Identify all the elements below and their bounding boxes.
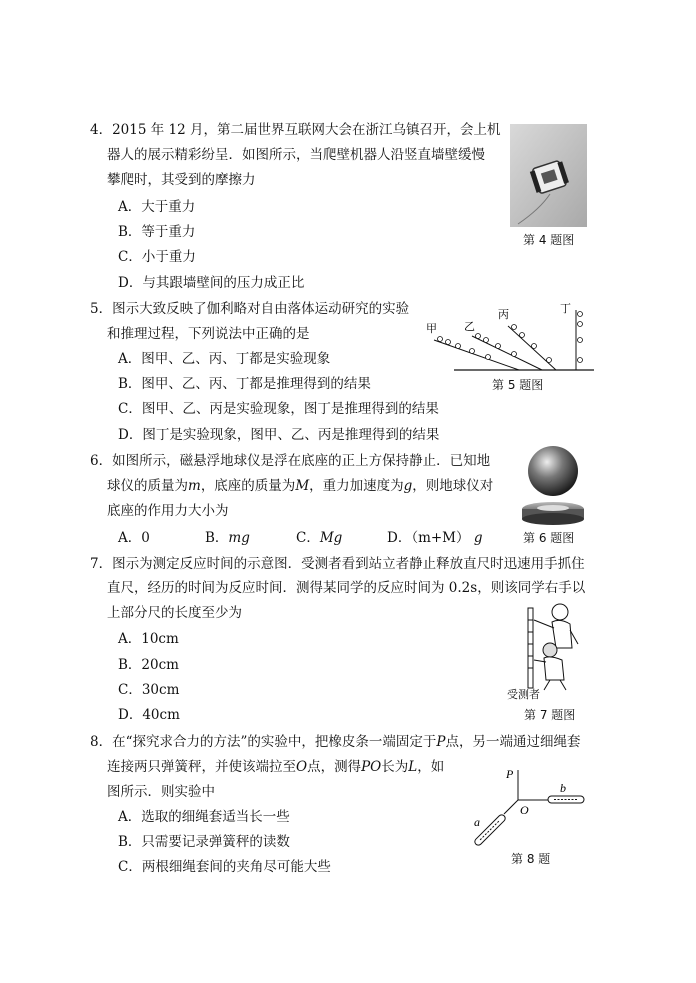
q8-var-P: P <box>436 734 446 750</box>
q8-text: ，如 <box>417 759 445 775</box>
q6-option-c <box>296 529 342 547</box>
q5-option-d: D．图丁是实验现象，图甲、乙、丙是推理得到的结果 <box>118 427 440 443</box>
q8-text: 点，另一端通过细绳套 <box>445 734 581 750</box>
q4-figure-caption: 第 4 题图 <box>523 233 575 247</box>
q4-option-c: C．小于重力 <box>118 249 196 265</box>
q7-option-c: C．30cm <box>118 682 180 698</box>
q5-option-b: B．图甲、乙、丙、丁都是推理得到的结果 <box>118 376 371 392</box>
q7-subject-label: 受测者 <box>507 688 540 701</box>
q8-option-b: B．只需要记录弹簧秤的读数 <box>118 834 290 850</box>
q6-figure-caption: 第 6 题图 <box>523 531 575 545</box>
q6-var-m: m <box>188 478 201 494</box>
q6-text: ，则地球仪对 <box>412 478 494 494</box>
q7-option-b: B．20cm <box>118 657 179 673</box>
q8-fig-b: b <box>560 781 566 795</box>
q5-option-a: A．图甲、乙、丙、丁都是实验现象 <box>118 351 331 367</box>
q8-line-3: 图所示．则实验中 <box>107 784 215 800</box>
q8-force-figure <box>466 764 590 850</box>
q5-label-yi: 乙 <box>464 321 475 333</box>
q8-line-1 <box>90 733 581 751</box>
q5-line-1: 5．图示大致反映了伽利略对自由落体运动研究的实验 <box>90 301 410 317</box>
q8-var-PO: PO <box>361 759 382 775</box>
q8-line-2 <box>107 758 444 776</box>
q7-line-1: 7．图示为测定反应时间的示意图．受测者看到站立者静止释放直尺时迅速用手抓住 <box>90 556 585 572</box>
q6-line-3: 底座的作用力大小为 <box>107 503 229 519</box>
q4-line-3: 攀爬时，其受到的摩擦力 <box>107 172 256 188</box>
q8-option-c: C．两根细绳套间的夹角尽可能大些 <box>118 859 331 875</box>
q8-figure-caption: 第 8 题 <box>511 852 551 866</box>
q5-figure-caption: 第 5 题图 <box>492 378 544 392</box>
q5-label-jia: 甲 <box>426 323 437 335</box>
q7-line-2: 直尺，经历的时间为反应时间．测得某同学的反应时间为 0.2s，则该同学右手以 <box>107 580 586 596</box>
q7-reaction-figure <box>520 600 590 692</box>
q6-var-M: M <box>295 478 310 494</box>
q8-fig-P: P <box>506 767 514 781</box>
q4-robot-photo <box>510 124 587 227</box>
q6-option-a: A．0 <box>118 530 150 546</box>
q4-option-a: A．大于重力 <box>118 199 196 215</box>
q6-line-1: 6．如图所示，磁悬浮地球仪是浮在底座的正上方保持静止．已知地 <box>90 453 491 469</box>
q8-text: 连接两只弹簧秤，并使该端拉至 <box>107 759 296 775</box>
q6-text: 球仪的质量为 <box>107 478 188 494</box>
q6-option-d <box>387 529 482 547</box>
q6-option-c-prefix: C． <box>296 530 320 546</box>
q7-line-3: 上部分尺的长度至少为 <box>107 605 242 621</box>
q7-figure-caption: 第 7 题图 <box>524 708 576 722</box>
q5-option-c: C．图甲、乙、丙是实验现象，图丁是推理得到的结果 <box>118 401 439 417</box>
q5-label-bing: 丙 <box>498 309 509 321</box>
q8-text: 点，测得 <box>307 759 362 775</box>
q6-var-g: g <box>403 478 413 494</box>
q7-option-a: A．10cm <box>118 631 179 647</box>
q7-option-d: D．40cm <box>118 707 180 723</box>
q4-option-d: D．与其跟墙壁间的压力成正比 <box>118 275 305 291</box>
q8-text: 长为 <box>381 759 409 775</box>
q8-fig-a: a <box>474 815 480 829</box>
q8-var-O: O <box>296 759 308 775</box>
q8-var-L: L <box>408 759 418 775</box>
q8-option-a: A．选取的细绳套适当长一些 <box>118 809 290 825</box>
q6-option-b-value: mg <box>228 530 250 546</box>
q6-text: ，底座的质量为 <box>200 478 296 494</box>
q6-option-d-g: g <box>473 530 483 546</box>
q8-text: 8．在“探究求合力的方法”的实验中，把橡皮条一端固定于 <box>90 734 437 750</box>
q4-line-2: 器人的展示精彩纷呈．如图所示，当爬壁机器人沿竖直墙壁缓慢 <box>107 147 485 163</box>
q6-option-c-value: Mg <box>319 530 343 546</box>
q6-globe-figure <box>519 443 587 527</box>
q4-option-b: B．等于重力 <box>118 224 196 240</box>
q6-text: ，重力加速度为 <box>309 478 404 494</box>
q4-line-1: 4．2015 年 12 月，第二届世界互联网大会在浙江乌镇召开，会上机 <box>90 122 501 138</box>
q8-fig-O: O <box>520 803 529 817</box>
q5-label-ding: 丁 <box>560 303 571 315</box>
q6-option-b-prefix: B． <box>205 530 229 546</box>
q6-option-d-prefix: D．（m+M） <box>387 530 470 546</box>
q5-line-2: 和推理过程，下列说法中正确的是 <box>107 326 310 342</box>
q6-line-2 <box>107 477 493 495</box>
q6-option-b <box>205 529 250 547</box>
q5-galileo-figure <box>424 296 594 376</box>
